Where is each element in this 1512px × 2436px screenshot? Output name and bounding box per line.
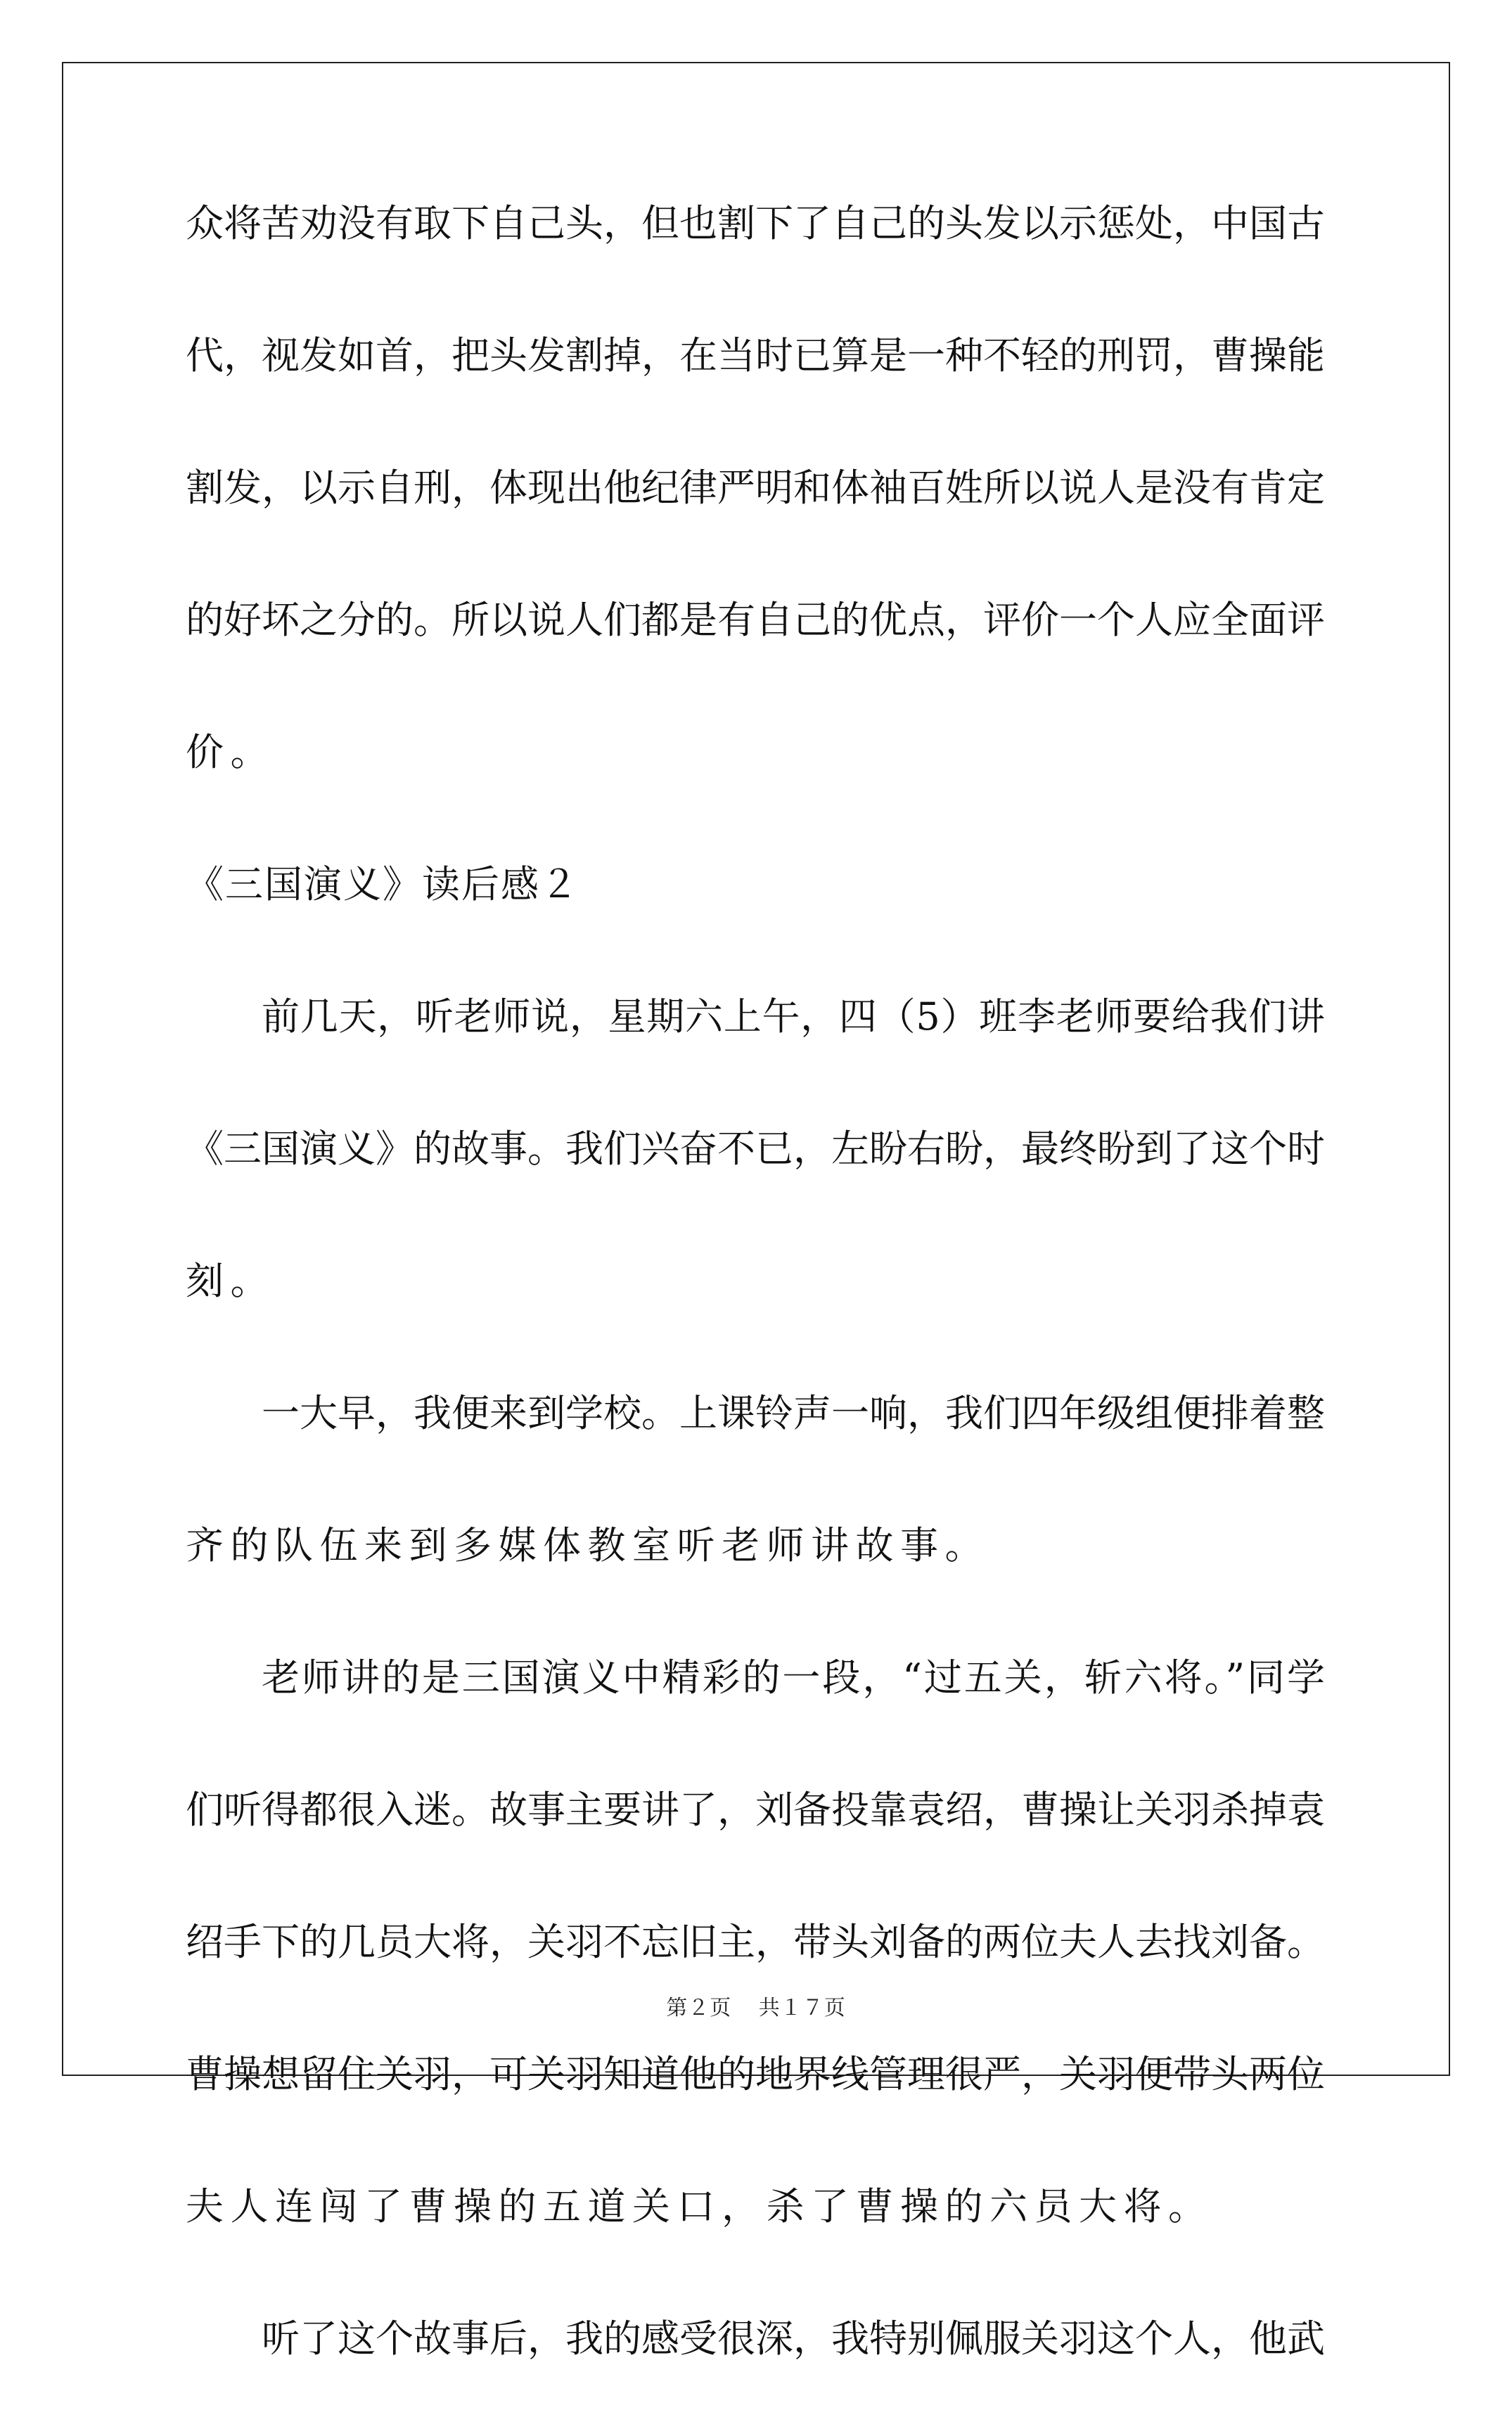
text-line: 曹操想留住关羽，可关羽知道他的地界线管理很严，关羽便带头两位 [186,2052,1325,2096]
text-line: 听了这个故事后，我的感受很深，我特别佩服关羽这个人，他武 [262,2316,1325,2361]
page-number: 第２页 [666,1996,732,2020]
page-footer [0,1990,1512,2021]
text-line: 齐的队伍来到多媒体教室听老师讲故事。 [186,1523,989,1568]
text-line: 众将苦劝没有取下自己头，但也割下了自己的头发以示惩处，中国古 [186,201,1325,245]
text-line: 老师讲的是三国演义中精彩的一段，“过五关，斩六将。”同学 [262,1655,1325,1700]
page-total: 共１７页 [758,1996,846,2020]
section-heading: 《三国演义》读后感２ [186,862,579,906]
text-line: 刻。 [186,1259,275,1303]
text-line: 夫人连闯了曹操的五道关口，杀了曹操的六员大将。 [186,2184,1213,2229]
text-line: 割发，以示自刑，体现出他纪律严明和体袖百姓所以说人是没有肯定 [186,466,1325,510]
text-line: 的好坏之分的。所以说人们都是有自己的优点，评价一个人应全面评 [186,598,1325,642]
text-line: 前几天，听老师说，星期六上午，四（5）班李老师要给我们讲 [262,994,1325,1039]
text-line: 绍手下的几员大将，关羽不忘旧主，带头刘备的两位夫人去找刘备。 [186,1920,1325,1964]
text-line: 一大早，我便来到学校。上课铃声一响，我们四年级组便排着整 [262,1391,1325,1435]
text-line: 们听得都很入迷。故事主要讲了，刘备投靠袁绍，曹操让关羽杀掉袁 [186,1788,1325,1832]
text-line: 价。 [186,730,275,774]
text-line: 代，视发如首，把头发割掉，在当时已算是一种不轻的刑罚，曹操能 [186,333,1325,378]
text-line: 《三国演义》的故事。我们兴奋不已，左盼右盼，最终盼到了这个时 [186,1127,1325,1171]
document-body [186,188,1325,2436]
